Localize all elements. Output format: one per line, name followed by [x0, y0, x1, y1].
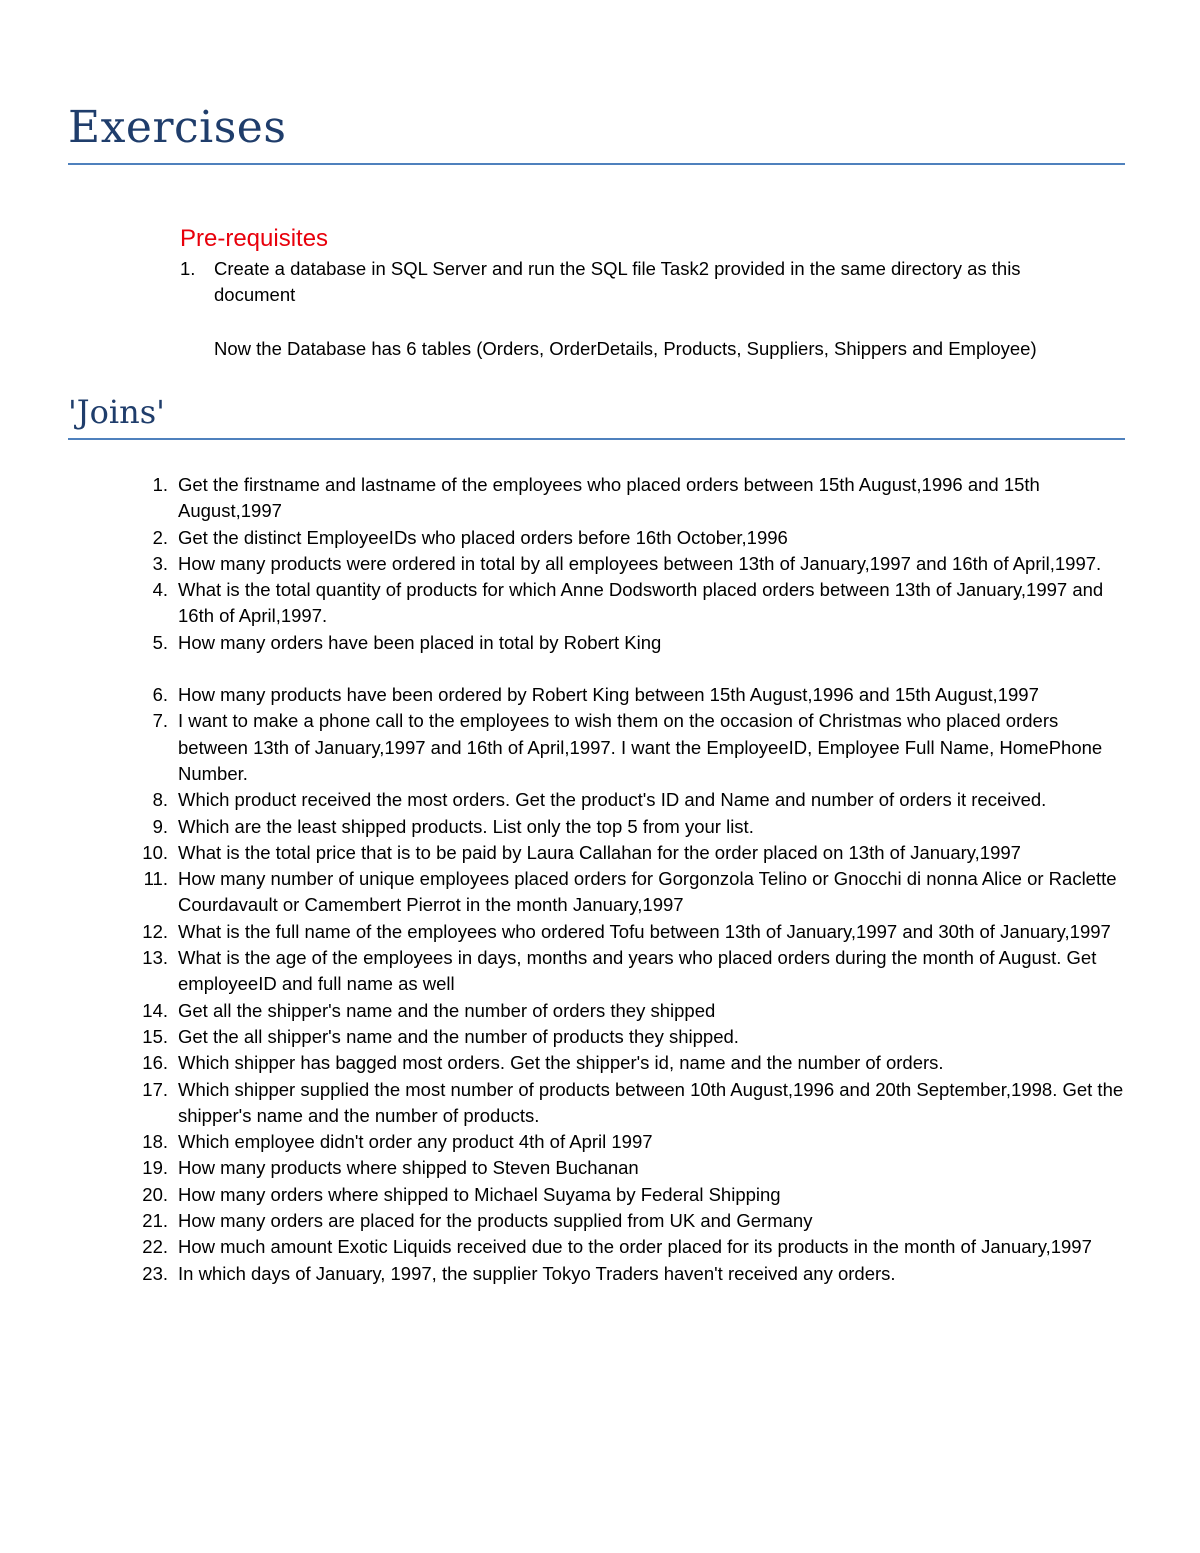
title-divider [68, 163, 1125, 165]
list-item-text: Get the all shipper's name and the number of products they shipped. [178, 1025, 739, 1047]
list-item-text: Which shipper supplied the most number of products between 10th August,1996 and 20th September,1998. Get the shipper's name and the number of products. [178, 1078, 1124, 1126]
list-item-number: 22. [142, 1236, 168, 1258]
list-item-number: 1. [180, 258, 196, 279]
list-item-number: 21. [142, 1210, 168, 1232]
list-item [128, 1129, 1128, 1155]
list-item-number: 7. [152, 710, 168, 732]
list-item-number: 19. [142, 1157, 168, 1179]
list-item [128, 1261, 1128, 1287]
list-item-text: How many orders are placed for the products supplied from UK and Germany [178, 1210, 813, 1232]
joins-heading: 'Joins' [68, 393, 165, 431]
list-item-number: 9. [152, 815, 168, 837]
list-item [128, 998, 1128, 1024]
list-item [128, 472, 1128, 525]
list-item [128, 787, 1128, 813]
list-item-number: 3. [152, 552, 168, 574]
page-title: Exercises [68, 102, 287, 153]
list-item [128, 1182, 1128, 1208]
list-item-number: 4. [152, 579, 168, 601]
list-item [128, 1234, 1128, 1260]
prerequisites-note: Now the Database has 6 tables (Orders, OrderDetails, Products, Suppliers, Shippers and Employee) [214, 338, 1037, 359]
list-item [128, 525, 1128, 551]
list-item-text: Get the firstname and lastname of the employees who placed orders between 15th August,1996 and 15th August,1997 [178, 474, 1040, 522]
list-item [128, 708, 1128, 787]
list-item-text: Create a database in SQL Server and run the SQL file Task2 provided in the same directory as this document [214, 258, 1021, 305]
list-item-text: How many products were ordered in total by all employees between 13th of January,1997 and 16th of April,1997. [178, 552, 1102, 574]
list-item [128, 682, 1128, 708]
list-item-number: 20. [142, 1183, 168, 1205]
list-item-text: What is the full name of the employees who ordered Tofu between 13th of January,1997 and 30th of January,1997 [178, 920, 1111, 942]
list-item [128, 866, 1128, 919]
list-item-number: 16. [142, 1052, 168, 1074]
list-item-number: 23. [142, 1262, 168, 1284]
list-item-text: How many number of unique employees placed orders for Gorgonzola Telino or Gnocchi di nonna Alice or Raclette Courdavault or Camembert Pierrot in the month January,1997 [178, 868, 1117, 916]
list-item-number: 17. [142, 1078, 168, 1100]
list-item-number: 11. [143, 868, 168, 890]
list-item-text: What is the age of the employees in days, months and years who placed orders during the month of August. Get employeeID and full name as well [178, 947, 1097, 995]
list-item [128, 1155, 1128, 1181]
list-item-text: How many products have been ordered by Robert King between 15th August,1996 and 15th August,1997 [178, 684, 1039, 706]
list-item [128, 919, 1128, 945]
list-item-text: In which days of January, 1997, the supplier Tokyo Traders haven't received any orders. [178, 1262, 896, 1284]
list-item-text: Get all the shipper's name and the number of orders they shipped [178, 999, 716, 1021]
list-item-number: 13. [142, 947, 168, 969]
list-item [128, 577, 1128, 630]
list-item-text: Which are the least shipped products. List only the top 5 from your list. [178, 815, 754, 837]
list-item [128, 1050, 1128, 1076]
list-item [128, 840, 1128, 866]
list-item-number: 10. [142, 841, 168, 863]
list-item-text: How much amount Exotic Liquids received due to the order placed for its products in the month of January,1997 [178, 1236, 1092, 1258]
list-item-number: 14. [142, 999, 168, 1021]
list-item [180, 256, 1080, 308]
list-item [128, 814, 1128, 840]
exercise-list [128, 472, 1128, 1287]
list-item [128, 1077, 1128, 1130]
list-item-number: 12. [142, 920, 168, 942]
list-item-text: Which shipper has bagged most orders. Get the shipper's id, name and the number of orders. [178, 1052, 944, 1074]
list-item-number: 18. [142, 1131, 168, 1153]
list-item [128, 1024, 1128, 1050]
prerequisites-heading: Pre-requisites [180, 225, 329, 252]
list-item [128, 1208, 1128, 1234]
list-item-number: 5. [152, 631, 168, 653]
list-item-number: 15. [142, 1025, 168, 1047]
list-item-number: 2. [152, 526, 168, 548]
list-item-text: How many orders have been placed in total by Robert King [178, 631, 662, 653]
list-item [128, 630, 1128, 656]
list-item-number: 8. [152, 789, 168, 811]
list-item-text: Which employee didn't order any product 4th of April 1997 [178, 1131, 653, 1153]
prerequisites-list [180, 256, 1080, 308]
joins-divider [68, 438, 1125, 440]
list-item-text: How many products where shipped to Steven Buchanan [178, 1157, 639, 1179]
list-item-text: What is the total price that is to be paid by Laura Callahan for the order placed on 13th of January,1997 [178, 841, 1021, 863]
list-item-number: 1. [152, 474, 168, 495]
list-item-text: Which product received the most orders. Get the product's ID and Name and number of orders it received. [178, 789, 1047, 811]
list-item [128, 551, 1128, 577]
list-item-text: What is the total quantity of products for which Anne Dodsworth placed orders between 13th of January,1997 and 16th of April,1997. [178, 579, 1104, 627]
list-item-number: 6. [152, 684, 168, 706]
list-item-text: How many orders where shipped to Michael Suyama by Federal Shipping [178, 1183, 781, 1205]
list-item [128, 945, 1128, 998]
list-item-text: I want to make a phone call to the employees to wish them on the occasion of Christmas who placed orders between 13th of January,1997 and 16th of April,1997. I want the EmployeeID, Employee Full Name, HomePhone Number. [178, 710, 1103, 784]
list-item-text: Get the distinct EmployeeIDs who placed orders before 16th October,1996 [178, 526, 788, 548]
